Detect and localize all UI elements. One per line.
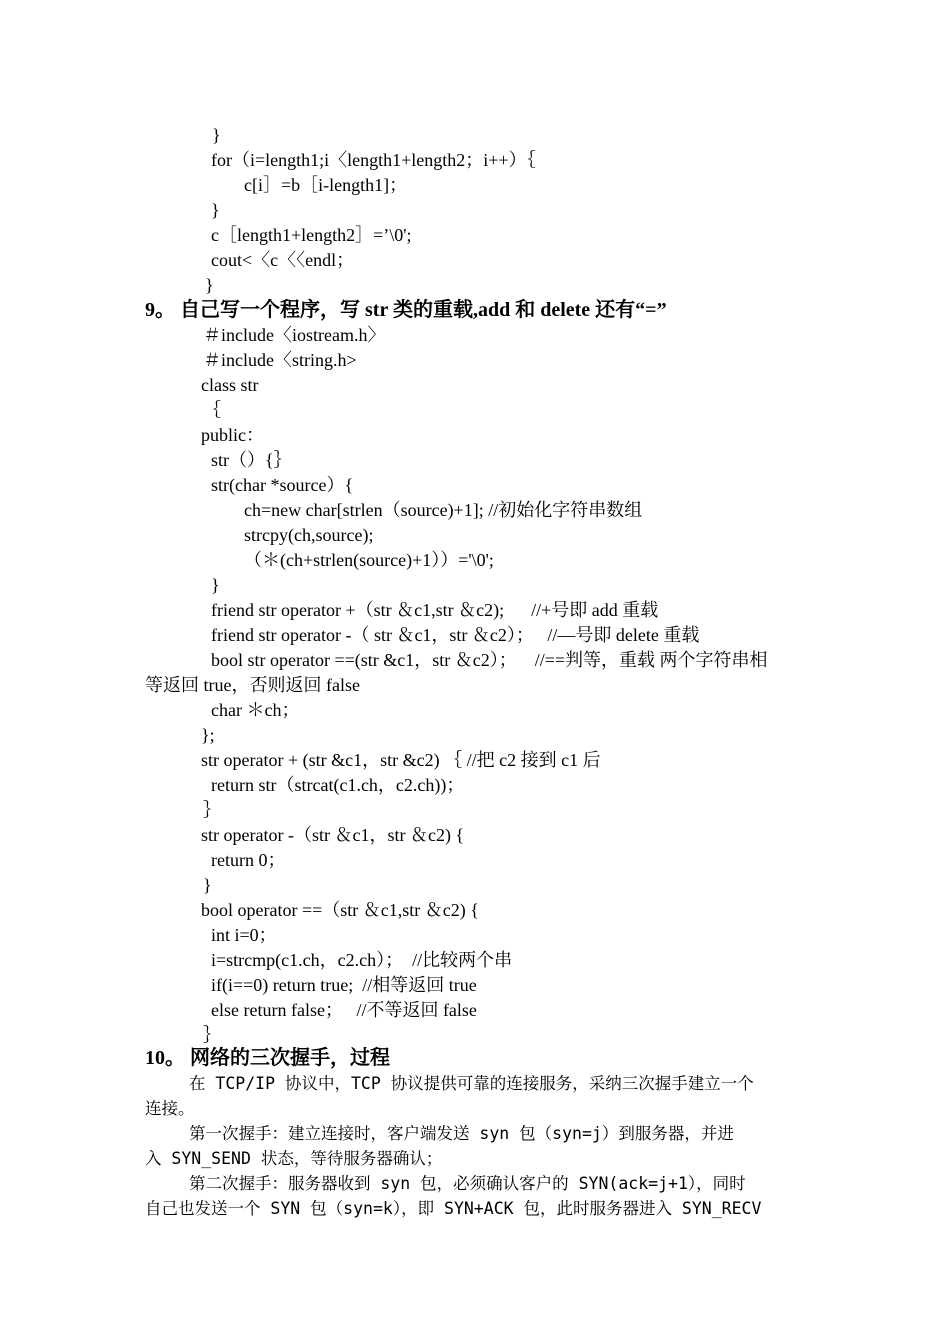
paragraph-line: 第一次握手：建立连接时，客户端发送 syn 包（syn=j）到服务器，并进 [189, 1124, 734, 1143]
code-line: return 0； [211, 850, 286, 870]
paragraph-line: 第二次握手：服务器收到 syn 包，必须确认客户的 SYN(ack=j+1），同时 [189, 1174, 746, 1193]
code-line: public： [201, 425, 264, 445]
code-line: friend str operator -（ str ＆c1，str ＆c2）； //—号即 delete 重载 [211, 625, 700, 645]
code-line: bool str operator ==(str &c1，str ＆c2）； //==判等，重载 两个字符串相 [211, 650, 768, 670]
code-line: ｛ [203, 400, 221, 420]
code-line: ＃include〈iostream.h〉 [203, 325, 386, 345]
code-line: ｝ [203, 800, 221, 820]
paragraph-line: 自己也发送一个 SYN 包（syn=k），即 SYN+ACK 包，此时服务器进入 SYN_RECV [145, 1199, 762, 1218]
code-line: str（）{｝ [211, 450, 292, 470]
code-line: class str [201, 375, 259, 395]
paragraph-line: 入 SYN_SEND 状态，等待服务器确认； [145, 1149, 443, 1168]
code-line: }; [201, 725, 215, 745]
code-line: } [211, 575, 220, 595]
code-line: ＃include〈string.h> [203, 350, 357, 370]
code-line: cout<〈c〈〈endl； [211, 250, 355, 270]
code-line: 等返回 true，否则返回 false [145, 675, 360, 695]
code-line: str operator -（str ＆c1，str ＆c2) { [201, 825, 465, 845]
code-line: （＊(ch+strlen(source)+1））='\0'; [244, 550, 494, 570]
code-line: if(i==0) return true; //相等返回 true [211, 975, 477, 995]
section-10-heading: 10。 网络的三次握手，过程 [145, 1047, 390, 1069]
code-line: } [212, 125, 221, 145]
code-line: } [211, 200, 220, 220]
code-line: return str（strcat(c1.ch，c2.ch))； [211, 775, 465, 795]
section-9-heading: 9。 自己写一个程序，写 str 类的重载,add 和 delete 还有“=” [145, 299, 667, 321]
code-line: for（i=length1;i〈length1+length2；i++）｛ [211, 150, 536, 170]
code-line: ｝ [203, 1025, 221, 1045]
paragraph-line: 连接。 [145, 1099, 195, 1118]
code-line: bool operator ==（str ＆c1,str ＆c2) { [201, 900, 479, 920]
code-line: str operator + (str &c1，str &c2) ｛ //把 c2 接到 c1 后 [201, 750, 601, 770]
code-line: } [203, 875, 212, 895]
code-line: else return false； //不等返回 false [211, 1000, 477, 1020]
code-line: c［length1+length2］=’\0'; [211, 225, 412, 245]
code-line: ch=new char[strlen（source)+1]; //初始化字符串数组 [244, 500, 643, 520]
code-line: str(char *source）{ [211, 475, 354, 495]
code-line: int i=0； [211, 925, 277, 945]
paragraph-line: 在 TCP/IP 协议中，TCP 协议提供可靠的连接服务，采纳三次握手建立一个 [189, 1074, 754, 1093]
code-line: i=strcmp(c1.ch，c2.ch）； //比较两个串 [211, 950, 513, 970]
code-line: strcpy(ch,source); [244, 525, 374, 545]
code-line: } [205, 275, 214, 295]
code-line: char ＊ch； [211, 700, 300, 720]
code-line: friend str operator +（str ＆c1,str ＆c2); //+号即 add 重载 [211, 600, 659, 620]
code-line: c[i］=b［i-length1]； [244, 175, 408, 195]
